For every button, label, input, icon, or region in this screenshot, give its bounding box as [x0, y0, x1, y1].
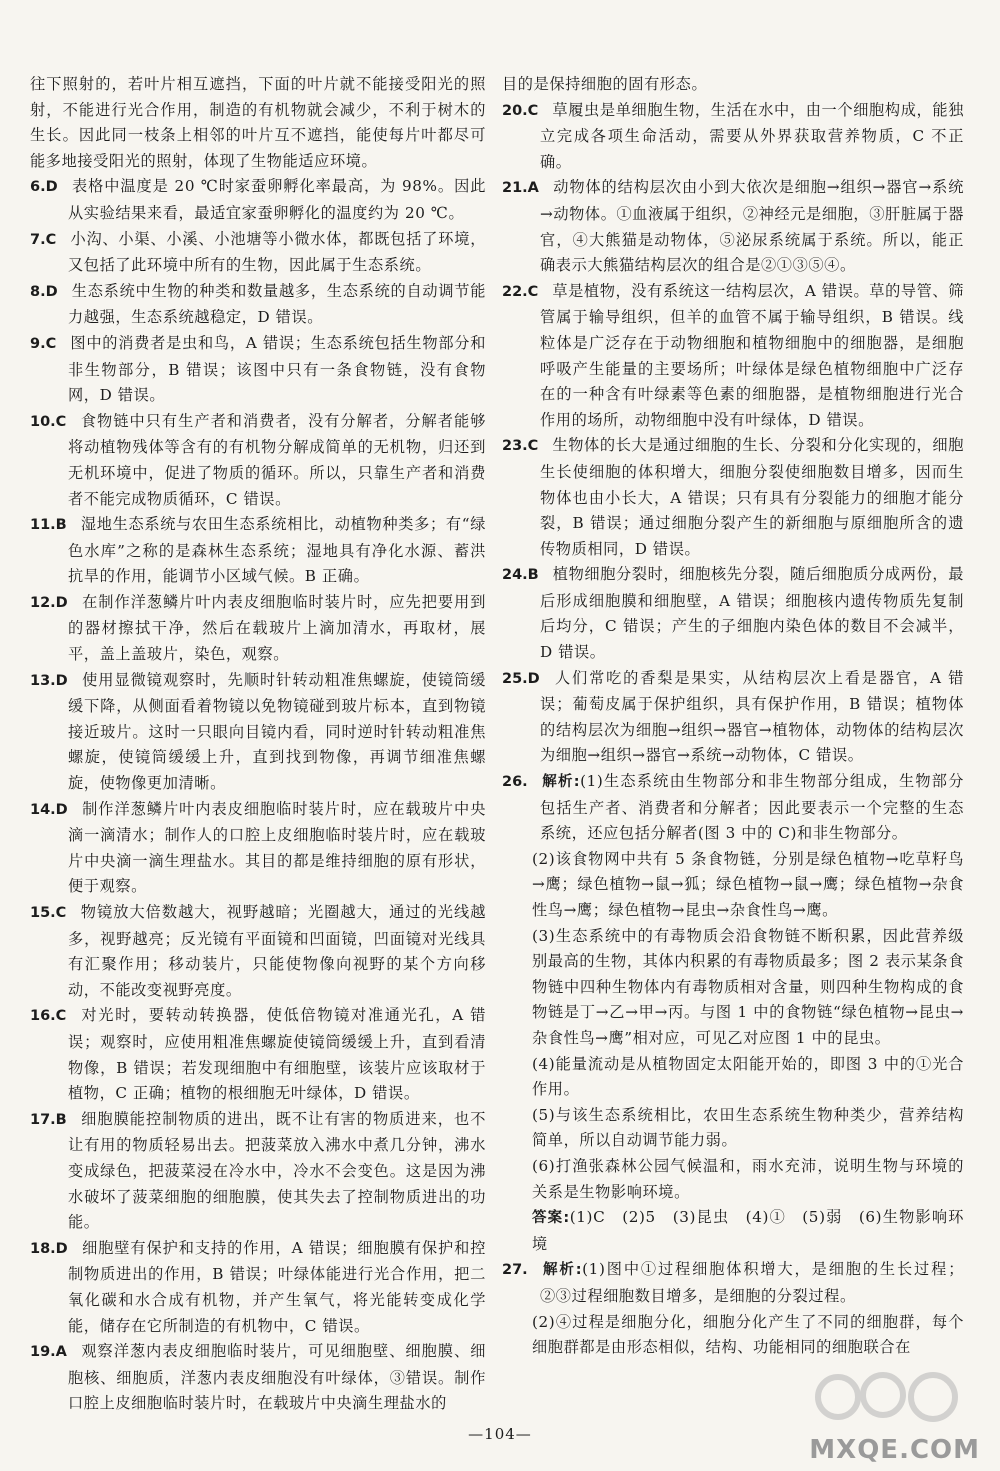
- item-text: 植物细胞分裂时，细胞核先分裂，随后细胞质分成两份，最后形成细胞膜和细胞壁，A 错误；细胞核内遗传物质先复制后均分，C 错误；产生的子细胞内染色体的数目不会减半，D 错误。: [540, 565, 964, 662]
- question-number: 17.B: [30, 1111, 67, 1128]
- analysis-subparagraph: [502, 1052, 964, 1103]
- question-number: 22.C: [502, 283, 539, 300]
- answer-item: [30, 174, 486, 226]
- item-text: 制作洋葱鳞片叶内表皮细胞临时装片时，应在载玻片中央滴一滴清水；制作人的口腔上皮细胞临时装片时，应在载玻片中央滴一滴生理盐水。其目的都是维持细胞的原有形状，便于观察。: [68, 799, 486, 896]
- answer-item: [502, 433, 964, 562]
- answer-item: [30, 900, 486, 1003]
- question-number: 18.D: [30, 1240, 68, 1257]
- item-text: 目的是保持细胞的固有形态。: [502, 75, 708, 93]
- item-text: 观察洋葱内表皮细胞临时装片，可见细胞壁、细胞膜、细胞核、细胞质，洋葱内表皮细胞没有叶绿体，③错误。制作口腔上皮细胞临时装片时，在载玻片中央滴生理盐水的: [68, 1342, 486, 1413]
- answer-item: [30, 590, 486, 668]
- answer-item: [502, 279, 964, 434]
- question-number: 12.D: [30, 594, 68, 611]
- label-tag: 答案:: [532, 1210, 570, 1227]
- question-number: 8.D: [30, 283, 58, 300]
- question-number: 9.C: [30, 335, 57, 352]
- question-number: 26.: [502, 774, 528, 791]
- item-text: (4)能量流动是从植物固定太阳能开始的，即图 3 中的①光合作用。: [532, 1054, 964, 1099]
- analysis-subparagraph: [502, 1310, 964, 1361]
- item-text: 细胞壁有保护和支持的作用，A 错误；细胞膜有保护和控制物质进出的作用，B 错误；叶绿体能进行光合作用，把二氧化碳和水合成有机物，并产生氧气，将光能转变成化学能，储存在它所制造的有机物中，C 错误。: [68, 1238, 486, 1335]
- question-number: 6.D: [30, 179, 58, 196]
- question-number: 11.B: [30, 517, 67, 534]
- answer-item: [30, 331, 486, 409]
- item-text: 细胞膜能控制物质的进出，既不让有害的物质进来，也不让有用的物质轻易出去。把菠菜放入沸水中煮几分钟，沸水变成绿色，把菠菜浸在冷水中，冷水不会变色。这是因为沸水破坏了菠菜细胞的细胞膜，使其失去了控制物质进出的功能。: [68, 1109, 486, 1232]
- answer-item: [30, 668, 486, 797]
- label-tag: 解析:: [541, 774, 581, 791]
- answer-item: [502, 769, 964, 847]
- continued-paragraph: [502, 72, 964, 98]
- page-number: —104—: [468, 1425, 532, 1443]
- item-text: (2)该食物网中共有 5 条食物链，分别是绿色植物→吃草籽鸟→鹰；绿色植物→鼠→狐；绿色植物→鼠→鹰；绿色植物→杂食性鸟→鹰；绿色植物→昆虫→杂食性鸟→鹰。: [532, 849, 964, 919]
- question-number: 15.C: [30, 905, 67, 921]
- analysis-subparagraph: [502, 847, 964, 924]
- item-text: 往下照射的，若叶片相互遮挡，下面的叶片就不能接受阳光的照射，不能进行光合作用，制造的有机物就会减少，不利于树木的生长。因此同一枝条上相邻的叶片互不遮挡，能使每片叶都尽可能多地接受阳光的照射，体现了生物能适应环境。: [30, 75, 486, 170]
- answer-item: [30, 1339, 486, 1417]
- item-text: 在制作洋葱鳞片叶内表皮细胞临时装片时，应先把要用到的器材擦拭干净，然后在载玻片上滴加清水，再取材，展平，盖上盖玻片，染色，观察。: [68, 592, 486, 664]
- analysis-subparagraph: [502, 1103, 964, 1154]
- item-text: (6)打渔张森林公园气候温和，雨水充沛，说明生物与环境的关系是生物影响环境。: [532, 1156, 964, 1201]
- question-number: 25.D: [502, 670, 540, 687]
- item-text: 草是植物，没有系统这一结构层次，A 错误。草的导管、筛管属于输导组织，但羊的血管不属于输导组织，B 错误。线粒体是广泛存在于动物细胞和植物细胞中的细胞器，是细胞呼吸产生能量的主要场所；叶绿体是绿色植物细胞中广泛存在的一种含有叶绿素等色素的细胞器，是植物细胞进行光合作用的场所，动物细胞中没有叶绿体，D 错误。: [540, 281, 965, 429]
- item-text: 生物体的长大是通过细胞的生长、分裂和分化实现的，细胞生长使细胞的体积增大，细胞分裂使细胞数目增多，因而生物体也由小长大，A 错误；只有具有分裂能力的细胞才能分裂，B 错误；通过细胞分裂产生的新细胞与原细胞所含的遗传物质相同，D 错误。: [540, 436, 964, 558]
- question-number: 20.C: [502, 102, 539, 119]
- left-column: [30, 72, 486, 1417]
- item-text: 表格中温度是 20 ℃时家蚕卵孵化率最高，为 98%。因此从实验结果来看，最适宜家蚕卵孵化的温度约为 20 ℃。: [68, 177, 486, 222]
- question-number: 14.D: [30, 801, 68, 818]
- item-text: (1)生态系统由生物部分和非生物部分组成，生物部分包括生产者、消费者和分解者；因此要表示一个完整的生态系统，还应包括分解者(图 3 中的 C)和非生物部分。: [540, 772, 964, 843]
- answer-item: [30, 227, 486, 279]
- answer-item: [30, 1236, 486, 1339]
- item-text: (1)C (2)5 (3)昆虫 (4)① (5)弱 (6)生物影响环境: [532, 1208, 964, 1253]
- answer-item: [502, 98, 964, 176]
- question-number: 24.B: [502, 567, 539, 584]
- answer-item: [30, 1107, 486, 1236]
- right-column: [502, 72, 964, 1361]
- answer-item: [30, 1003, 486, 1106]
- item-text: (5)与该生态系统相比，农田生态系统生物种类少，营养结构简单，所以自动调节能力弱。: [532, 1105, 964, 1150]
- analysis-subparagraph: [502, 1154, 964, 1205]
- item-text: 食物链中只有生产者和消费者，没有分解者，分解者能够将动植物残体等含有的有机物分解成简单的无机物，归还到无机环境中，促进了物质的循环。所以，只靠生产者和消费者不能完成物质循环，C 错误。: [68, 411, 486, 508]
- item-text: 对光时，要转动转换器，使低倍物镜对准通光孔，A 错误；观察时，应使用粗准焦螺旋使镜筒缓缓上升，直到看清物像，B 错误；若发现细胞中有细胞壁，该装片应该取材于植物，C 正确；植物的根细胞无叶绿体，D 错误。: [68, 1006, 486, 1103]
- question-number: 21.A: [502, 180, 539, 197]
- question-number: 23.C: [502, 438, 539, 455]
- item-text: 使用显微镜观察时，先顺时针转动粗准焦螺旋，使镜筒缓缓下降，从侧面看着物镜以免物镜碰到玻片标本，直到物镜接近玻片。这时一只眼向目镜内看，同时逆时针转动粗准焦螺旋，使镜筒缓缓上升，直到找到物像，再调节细准焦螺旋，使物像更加清晰。: [68, 670, 486, 793]
- answer-line: [502, 1205, 964, 1257]
- item-text: 物镜放大倍数越大，视野越暗；光圈越大，通过的光线越多，视野越亮；反光镜有平面镜和凹面镜，凹面镜对光线具有汇聚作用；移动装片，只能使物像向视野的某个方向移动，不能改变视野亮度。: [68, 903, 486, 999]
- item-text: 图中的消费者是虫和鸟，A 错误；生态系统包括生物部分和非生物部分，B 错误；该图中只有一条食物链，没有食物网，D 错误。: [68, 333, 486, 405]
- item-text: 生态系统中生物的种类和数量越多，生态系统的自动调节能力越强，生态系统越稳定，D 错误。: [68, 281, 486, 327]
- analysis-subparagraph: [502, 924, 964, 1052]
- item-text: (3)生态系统中的有毒物质会沿食物链不断积累，因此营养级别最高的生物，其体内积累的有毒物质最多；图 2 表示某条食物链中四种生物体内有毒物质相对含量，则四种生物构成的食物链是丁→乙→甲→丙。与图 1 中的食物链“绿色植物→昆虫→杂食性鸟→鹰”相对应，可见乙对应图 1 中的昆虫。: [532, 926, 964, 1047]
- answer-item: [30, 279, 486, 331]
- item-text: 人们常吃的香梨是果实，从结构层次上看是器官，A 错误；葡萄皮属于保护组织，具有保护作用，B 错误；植物体的结构层次为细胞→组织→器官→植物体，动物体的结构层次为细胞→组织→器官→系统→动物体，C 错误。: [540, 668, 964, 765]
- question-number: 27.: [502, 1262, 528, 1279]
- question-number: 16.C: [30, 1008, 67, 1025]
- answer-item: [502, 175, 964, 278]
- answer-item: [502, 1257, 964, 1309]
- label-tag: 解析:: [541, 1262, 583, 1279]
- question-number: 13.D: [30, 672, 68, 689]
- item-text: 湿地生态系统与农田生态系统相比，动植物种类多；有“绿色水库”之称的是森林生态系统；湿地具有净化水源、蓄洪抗旱的作用，能调节小区域气候。B 正确。: [68, 515, 486, 586]
- watermark-text: MXQE.COM: [809, 1435, 980, 1465]
- question-number: 7.C: [30, 231, 57, 248]
- item-text: 草履虫是单细胞生物，生活在水中，由一个细胞构成，能独立完成各项生命活动，需要从外界获取营养物质，C 不正确。: [540, 100, 964, 171]
- continued-paragraph: [30, 72, 486, 174]
- answer-item: [502, 562, 964, 665]
- question-number: 19.A: [30, 1344, 67, 1361]
- answer-item: [30, 512, 486, 590]
- answer-item: [30, 409, 486, 512]
- answer-item: [502, 666, 964, 769]
- question-number: 10.C: [30, 413, 67, 430]
- item-text: (1)图中①过程细胞体积增大，是细胞的生长过程；②③过程细胞数目增多，是细胞的分裂过程。: [540, 1260, 964, 1305]
- item-text: 小沟、小渠、小溪、小池塘等小微水体，都既包括了环境，又包括了此环境中所有的生物，因此属于生态系统。: [68, 229, 486, 275]
- answer-item: [30, 797, 486, 900]
- item-text: 动物体的结构层次由小到大依次是细胞→组织→器官→系统→动物体。①血液属于组织，②神经元是细胞，③肝脏属于器官，④大熊猫是动物体，⑤泌尿系统属于系统。所以，能正确表示大熊猫结构层次的组合是②①③⑤④。: [540, 178, 964, 275]
- item-text: (2)④过程是细胞分化，细胞分化产生了不同的细胞群，每个细胞群都是由形态相似，结构、功能相同的细胞联合在: [532, 1312, 964, 1357]
